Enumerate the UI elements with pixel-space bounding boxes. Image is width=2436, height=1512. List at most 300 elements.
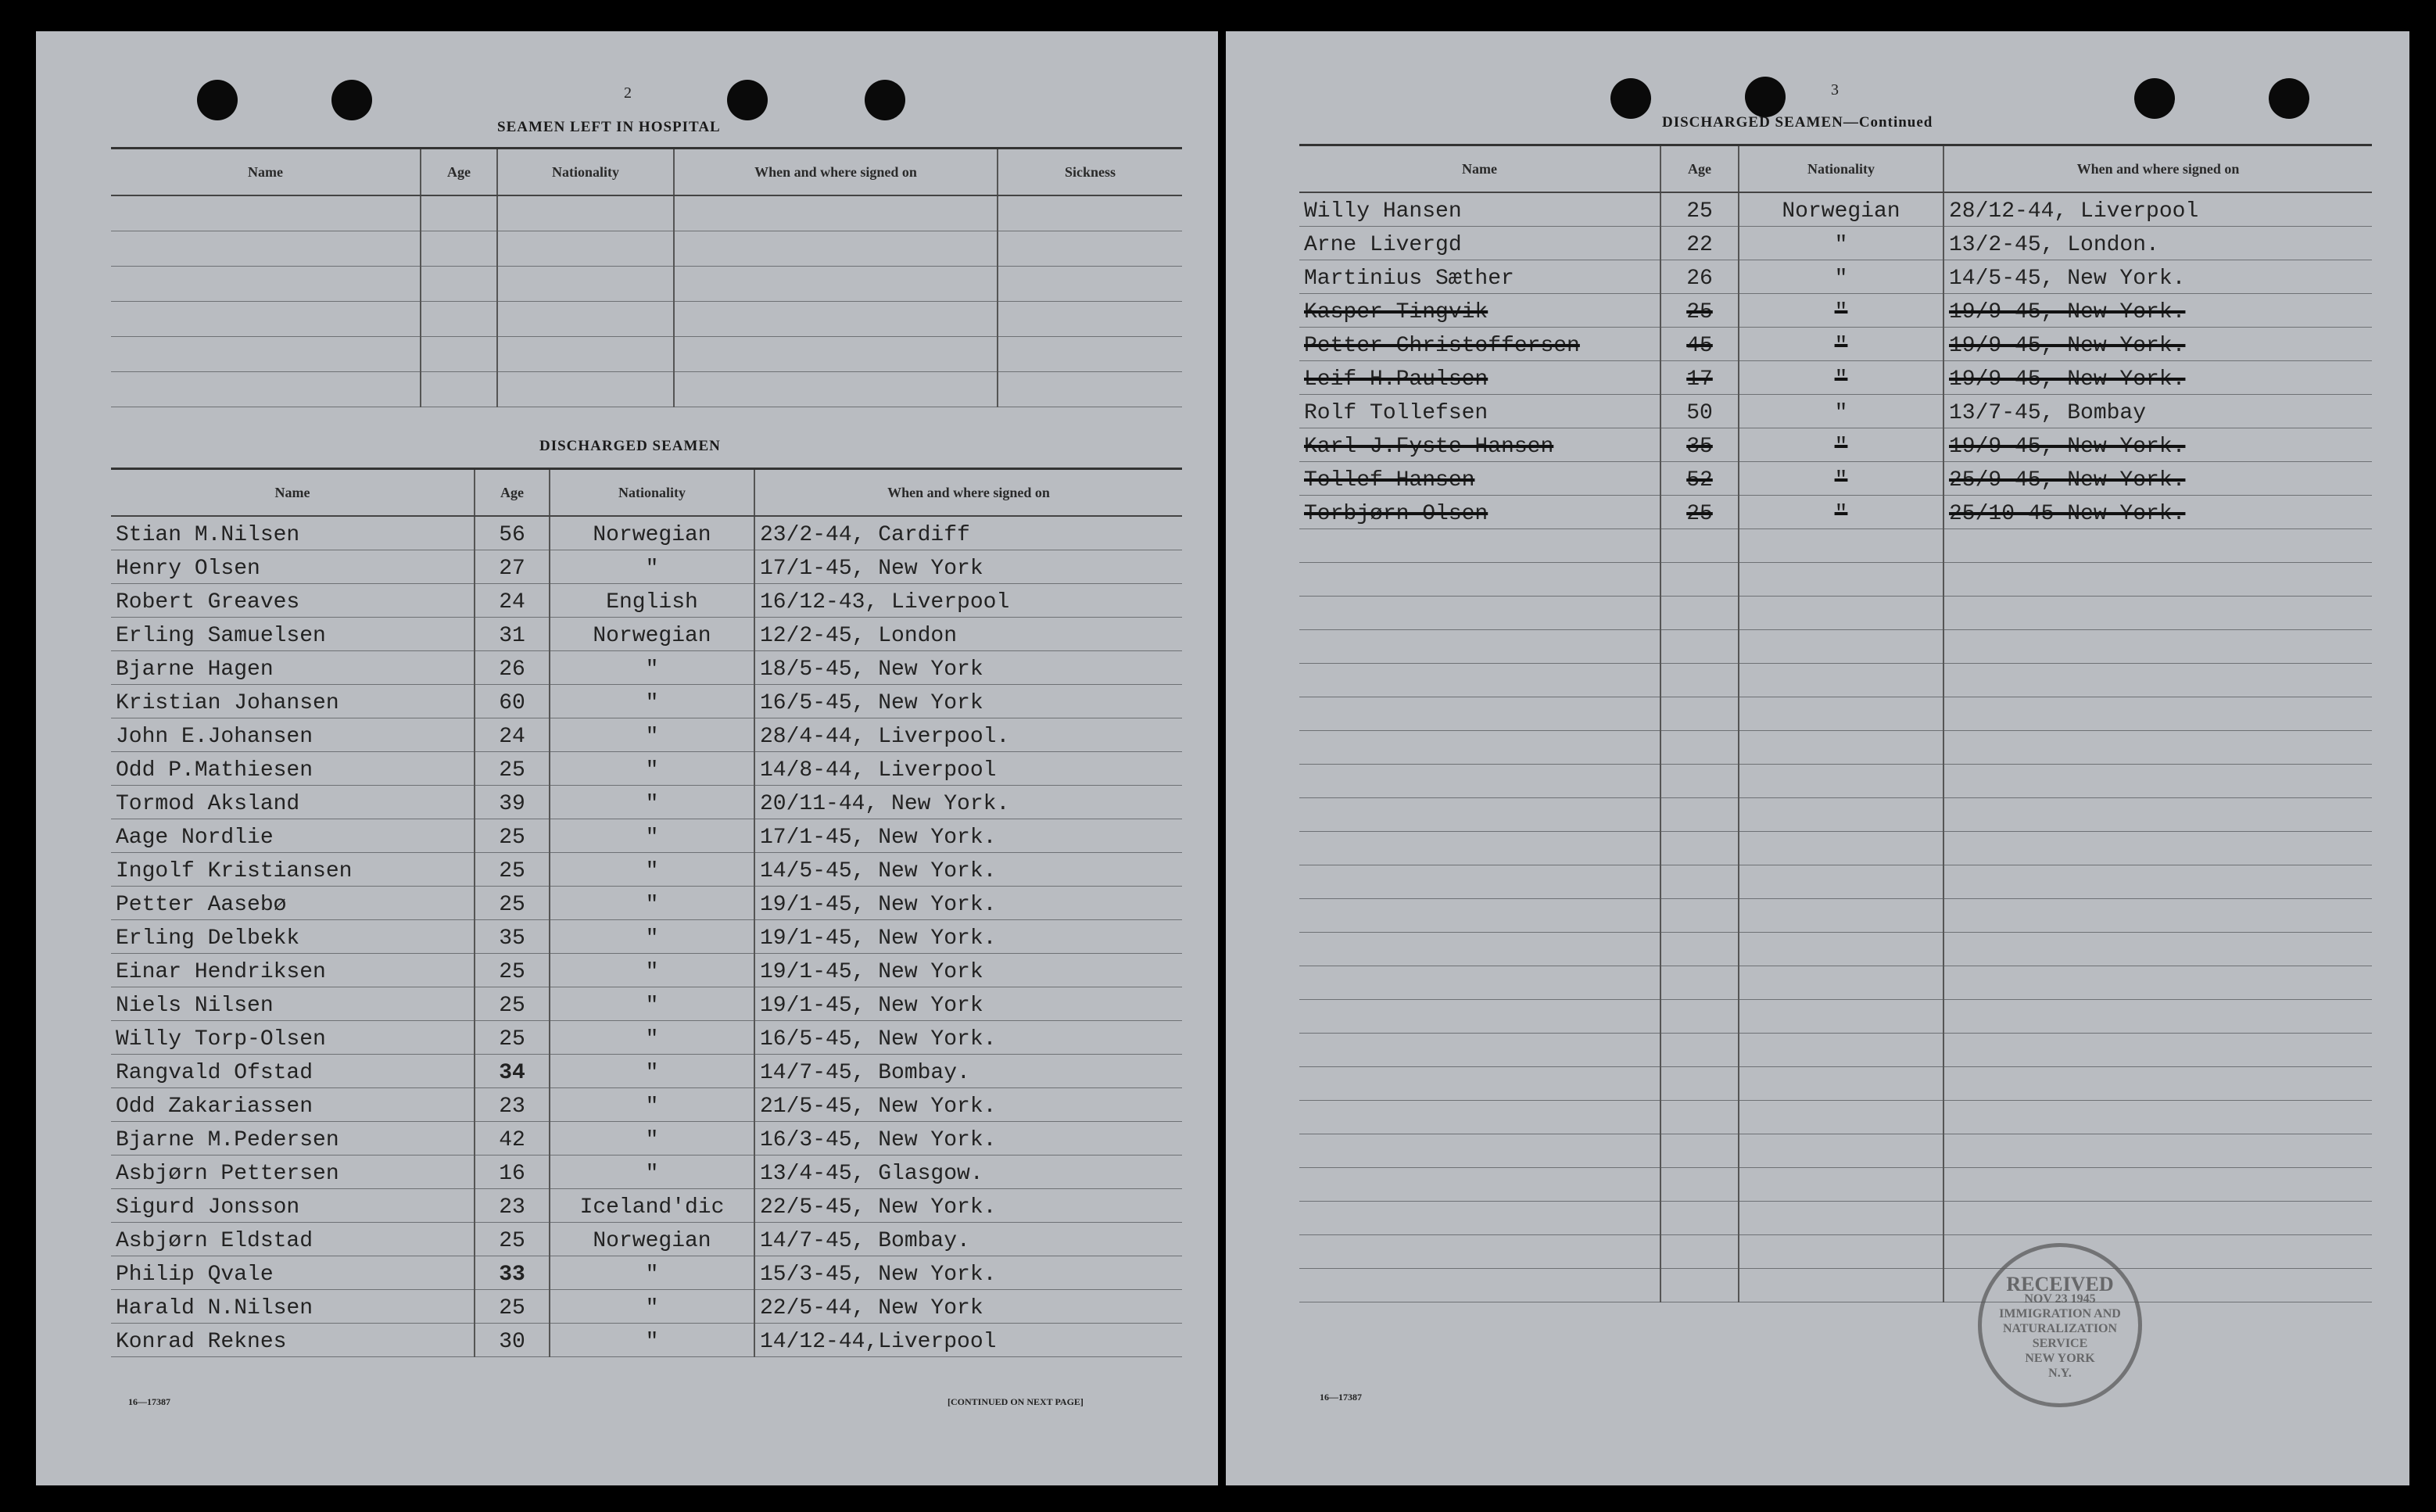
empty-cell (1660, 597, 1739, 630)
seaman-age: 52 (1660, 462, 1739, 496)
seaman-age: 25 (475, 853, 550, 887)
table-row (1299, 697, 2372, 731)
seaman-age: 25 (475, 1223, 550, 1256)
empty-cell (998, 302, 1182, 337)
signed-on: 17/1-45, New York (754, 550, 1182, 584)
empty-cell (421, 372, 497, 407)
seaman-nationality: " (1739, 294, 1943, 328)
signed-on: 19/9-45, New York. (1943, 294, 2372, 328)
empty-cell (1660, 529, 1739, 563)
empty-cell (1299, 1134, 1660, 1168)
continued-note: [CONTINUED ON NEXT PAGE] (948, 1396, 1084, 1407)
stamp-received: RECEIVED (2006, 1273, 2114, 1295)
table-row (111, 1055, 1182, 1088)
table-row (1299, 765, 2372, 798)
table-row (111, 1223, 1182, 1256)
empty-cell (497, 372, 674, 407)
empty-cell (1299, 1034, 1660, 1067)
punch-hole (865, 80, 905, 120)
empty-cell (1299, 1101, 1660, 1134)
table-row (111, 987, 1182, 1021)
table-row (111, 651, 1182, 685)
empty-cell (421, 267, 497, 302)
seaman-name: Einar Hendriksen (111, 954, 475, 987)
seaman-nationality: " (550, 819, 754, 853)
table-row (111, 718, 1182, 752)
seaman-nationality: " (550, 1021, 754, 1055)
seaman-age: 24 (475, 584, 550, 618)
stamp-city: NEW YORK (2025, 1352, 2095, 1365)
empty-cell (1299, 697, 1660, 731)
signed-on: 19/1-45, New York. (754, 887, 1182, 920)
empty-cell (497, 231, 674, 267)
empty-cell (1660, 1000, 1739, 1034)
signed-on: 16/5-45, New York (754, 685, 1182, 718)
empty-cell (1739, 1134, 1943, 1168)
signed-on: 21/5-45, New York. (754, 1088, 1182, 1122)
empty-cell (1299, 1235, 1660, 1269)
empty-cell (421, 231, 497, 267)
table-row (1299, 1202, 2372, 1235)
signed-on: 25/9-45, New York. (1943, 462, 2372, 496)
seaman-nationality: " (1739, 361, 1943, 395)
empty-cell (1660, 664, 1739, 697)
empty-cell (1943, 529, 2372, 563)
seaman-age: 25 (475, 1290, 550, 1324)
table-row (1299, 1168, 2372, 1202)
seaman-nationality: " (550, 1155, 754, 1189)
right-section-title: DISCHARGED SEAMEN—Continued (1662, 114, 1933, 131)
seaman-name: Odd P.Mathiesen (111, 752, 475, 786)
empty-cell (998, 267, 1182, 302)
seaman-nationality: Norwegian (550, 618, 754, 651)
empty-cell (1660, 966, 1739, 1000)
empty-cell (1660, 630, 1739, 664)
seaman-name: Konrad Reknes (111, 1324, 475, 1357)
seaman-name: Asbjørn Pettersen (111, 1155, 475, 1189)
seaman-name: Ingolf Kristiansen (111, 853, 475, 887)
received-stamp (1978, 1243, 2142, 1407)
empty-cell (1943, 731, 2372, 765)
table-row (1299, 664, 2372, 697)
seaman-name: Willy Torp-Olsen (111, 1021, 475, 1055)
table-row (1299, 328, 2372, 361)
signed-on: 22/5-45, New York. (754, 1189, 1182, 1223)
table-row (1299, 933, 2372, 966)
table-row (111, 887, 1182, 920)
seaman-name: Torbjørn Olsen (1299, 496, 1660, 529)
signed-on: 19/1-45, New York (754, 954, 1182, 987)
empty-cell (1660, 1067, 1739, 1101)
table-row (1299, 966, 2372, 1000)
empty-cell (1943, 697, 2372, 731)
table-row (1299, 428, 2372, 462)
seaman-nationality: Iceland'dic (550, 1189, 754, 1223)
empty-cell (1660, 1134, 1739, 1168)
empty-cell (1299, 798, 1660, 832)
column-header: When and where signed on (674, 149, 998, 196)
hospital-section-title: SEAMEN LEFT IN HOSPITAL (497, 119, 721, 135)
empty-cell (1943, 865, 2372, 899)
signed-on: 19/9-45, New York. (1943, 428, 2372, 462)
seaman-age: 26 (1660, 260, 1739, 294)
page-number: 3 (1831, 81, 1839, 99)
empty-cell (1299, 664, 1660, 697)
empty-cell (1739, 765, 1943, 798)
empty-cell (1739, 865, 1943, 899)
empty-cell (1299, 865, 1660, 899)
seaman-nationality: " (1739, 462, 1943, 496)
seaman-age: 35 (1660, 428, 1739, 462)
empty-cell (1660, 1034, 1739, 1067)
empty-cell (674, 372, 998, 407)
seaman-name: Rangvald Ofstad (111, 1055, 475, 1088)
empty-cell (1739, 731, 1943, 765)
seaman-age: 25 (475, 1021, 550, 1055)
seaman-age: 25 (475, 752, 550, 786)
column-header: When and where signed on (1943, 145, 2372, 193)
empty-cell (1299, 563, 1660, 597)
form-number: 16—17387 (1320, 1392, 1362, 1403)
empty-cell (497, 195, 674, 231)
table-row (1299, 227, 2372, 260)
seaman-age: 26 (475, 651, 550, 685)
empty-cell (111, 337, 421, 372)
signed-on: 13/7-45, Bombay (1943, 395, 2372, 428)
stamp-date: NOV 23 1945 (2024, 1292, 2096, 1306)
signed-on: 15/3-45, New York. (754, 1256, 1182, 1290)
empty-cell (1943, 664, 2372, 697)
empty-cell (1299, 1067, 1660, 1101)
seaman-name: Kristian Johansen (111, 685, 475, 718)
signed-on: 14/5-45, New York. (1943, 260, 2372, 294)
empty-cell (421, 337, 497, 372)
seaman-nationality: " (550, 887, 754, 920)
empty-cell (1660, 563, 1739, 597)
empty-cell (1943, 1134, 2372, 1168)
empty-cell (1739, 630, 1943, 664)
seaman-age: 33 (475, 1256, 550, 1290)
empty-cell (1739, 1269, 1943, 1302)
table-row (111, 618, 1182, 651)
seaman-nationality: Norwegian (550, 516, 754, 550)
empty-cell (1739, 933, 1943, 966)
seaman-name: Niels Nilsen (111, 987, 475, 1021)
column-header: Nationality (1739, 145, 1943, 193)
table-row (111, 231, 1182, 267)
empty-cell (1943, 1168, 2372, 1202)
empty-cell (1660, 765, 1739, 798)
seaman-age: 56 (475, 516, 550, 550)
empty-cell (1943, 1101, 2372, 1134)
seaman-age: 35 (475, 920, 550, 954)
table-row (1299, 1269, 2372, 1302)
seaman-name: Karl J.Fyste Hansen (1299, 428, 1660, 462)
signed-on: 14/5-45, New York. (754, 853, 1182, 887)
empty-cell (1943, 630, 2372, 664)
signed-on: 16/3-45, New York. (754, 1122, 1182, 1155)
empty-cell (1660, 1235, 1739, 1269)
empty-cell (674, 231, 998, 267)
seaman-nationality: " (1739, 395, 1943, 428)
discharged-table-right (1299, 144, 2372, 1302)
table-row (1299, 496, 2372, 529)
table-row (1299, 731, 2372, 765)
empty-cell (1943, 1034, 2372, 1067)
table-row (1299, 1101, 2372, 1134)
table-row (111, 372, 1182, 407)
seaman-nationality: " (550, 920, 754, 954)
seaman-nationality: " (550, 685, 754, 718)
empty-cell (1299, 529, 1660, 563)
table-row (1299, 361, 2372, 395)
page-number: 2 (624, 84, 632, 102)
table-row (111, 685, 1182, 718)
seaman-name: Kasper Tingvik (1299, 294, 1660, 328)
punch-hole (197, 80, 238, 120)
seaman-age: 50 (1660, 395, 1739, 428)
discharged-table-left (111, 468, 1182, 1357)
seaman-nationality: " (550, 718, 754, 752)
seaman-name: Bjarne M.Pedersen (111, 1122, 475, 1155)
table-row (1299, 1067, 2372, 1101)
empty-cell (1299, 1000, 1660, 1034)
table-row (111, 267, 1182, 302)
table-row (111, 786, 1182, 819)
empty-cell (1739, 597, 1943, 630)
empty-cell (998, 372, 1182, 407)
empty-cell (1299, 899, 1660, 933)
signed-on: 13/4-45, Glasgow. (754, 1155, 1182, 1189)
table-row (1299, 1000, 2372, 1034)
table-row (111, 516, 1182, 550)
form-number: 16—17387 (128, 1396, 170, 1407)
signed-on: 20/11-44, New York. (754, 786, 1182, 819)
seaman-name: Arne Livergd (1299, 227, 1660, 260)
table-row (1299, 865, 2372, 899)
column-header: Name (111, 149, 421, 196)
seaman-age: 60 (475, 685, 550, 718)
seaman-age: 23 (475, 1189, 550, 1223)
column-header: Age (475, 469, 550, 517)
table-row (1299, 899, 2372, 933)
seaman-nationality: " (550, 1324, 754, 1357)
table-row (1299, 462, 2372, 496)
punch-hole (331, 80, 372, 120)
seaman-nationality: " (550, 1055, 754, 1088)
empty-cell (111, 231, 421, 267)
table-row (111, 584, 1182, 618)
empty-cell (1739, 1168, 1943, 1202)
seaman-nationality: " (550, 954, 754, 987)
seaman-name: Rolf Tollefsen (1299, 395, 1660, 428)
empty-cell (1739, 1067, 1943, 1101)
seaman-nationality: " (550, 1290, 754, 1324)
table-row (111, 337, 1182, 372)
empty-cell (1943, 1067, 2372, 1101)
empty-cell (1299, 630, 1660, 664)
seaman-nationality: " (550, 1088, 754, 1122)
signed-on: 12/2-45, London (754, 618, 1182, 651)
stamp-agency: IMMIGRATION AND NATURALIZATION SERVICE (1999, 1307, 2121, 1350)
seaman-age: 22 (1660, 227, 1739, 260)
column-header: When and where signed on (754, 469, 1182, 517)
punch-hole (2269, 78, 2309, 119)
table-row (111, 819, 1182, 853)
table-row (111, 954, 1182, 987)
empty-cell (1739, 1235, 1943, 1269)
table-row (111, 853, 1182, 887)
empty-cell (1660, 731, 1739, 765)
table-row (111, 195, 1182, 231)
empty-cell (1660, 1202, 1739, 1235)
empty-cell (1739, 1034, 1943, 1067)
empty-cell (1739, 1202, 1943, 1235)
empty-cell (111, 302, 421, 337)
seaman-age: 25 (1660, 496, 1739, 529)
table-row (1299, 1134, 2372, 1168)
signed-on: 14/7-45, Bombay. (754, 1055, 1182, 1088)
table-row (1299, 192, 2372, 227)
empty-cell (674, 195, 998, 231)
empty-cell (1660, 1168, 1739, 1202)
right-page (1226, 31, 2409, 1485)
seaman-age: 24 (475, 718, 550, 752)
seaman-nationality: " (550, 752, 754, 786)
seaman-name: Harald N.Nilsen (111, 1290, 475, 1324)
seaman-age: 31 (475, 618, 550, 651)
seaman-age: 25 (475, 954, 550, 987)
empty-cell (497, 337, 674, 372)
empty-cell (1660, 798, 1739, 832)
table-row (1299, 798, 2372, 832)
empty-cell (1299, 1168, 1660, 1202)
empty-cell (1739, 1101, 1943, 1134)
empty-cell (111, 267, 421, 302)
empty-cell (1660, 899, 1739, 933)
empty-cell (1660, 865, 1739, 899)
empty-cell (1739, 529, 1943, 563)
left-page (36, 31, 1218, 1485)
column-header: Age (421, 149, 497, 196)
table-row (111, 752, 1182, 786)
table-row (1299, 832, 2372, 865)
seaman-nationality: " (550, 786, 754, 819)
seaman-name: Willy Hansen (1299, 192, 1660, 227)
seaman-name: Henry Olsen (111, 550, 475, 584)
seaman-name: Aage Nordlie (111, 819, 475, 853)
seaman-age: 42 (475, 1122, 550, 1155)
empty-cell (1299, 1202, 1660, 1235)
table-row (111, 1290, 1182, 1324)
seaman-age: 25 (475, 887, 550, 920)
empty-cell (1660, 1101, 1739, 1134)
seaman-name: Sigurd Jonsson (111, 1189, 475, 1223)
table-row (111, 1189, 1182, 1223)
seaman-nationality: " (550, 987, 754, 1021)
empty-cell (1299, 1269, 1660, 1302)
seaman-name: Petter Aasebø (111, 887, 475, 920)
empty-cell (1660, 832, 1739, 865)
seaman-name: Erling Samuelsen (111, 618, 475, 651)
signed-on: 19/9-45, New York. (1943, 361, 2372, 395)
signed-on: 14/7-45, Bombay. (754, 1223, 1182, 1256)
signed-on: 19/1-45, New York (754, 987, 1182, 1021)
empty-cell (1739, 798, 1943, 832)
empty-cell (1739, 563, 1943, 597)
empty-cell (674, 337, 998, 372)
table-row (111, 920, 1182, 954)
table-row (111, 1256, 1182, 1290)
empty-cell (674, 267, 998, 302)
seaman-name: Erling Delbekk (111, 920, 475, 954)
seaman-age: 17 (1660, 361, 1739, 395)
empty-cell (1943, 1000, 2372, 1034)
empty-cell (998, 195, 1182, 231)
seaman-age: 16 (475, 1155, 550, 1189)
seaman-nationality: " (550, 550, 754, 584)
seaman-nationality: " (1739, 260, 1943, 294)
empty-cell (998, 337, 1182, 372)
table-row (1299, 563, 2372, 597)
seaman-name: Leif H.Paulsen (1299, 361, 1660, 395)
table-row (111, 1122, 1182, 1155)
column-header: Sickness (998, 149, 1182, 196)
seaman-age: 30 (475, 1324, 550, 1357)
empty-cell (111, 195, 421, 231)
empty-cell (421, 195, 497, 231)
seaman-nationality: " (550, 651, 754, 685)
hospital-table (111, 147, 1182, 407)
signed-on: 13/2-45, London. (1943, 227, 2372, 260)
empty-cell (1660, 697, 1739, 731)
empty-cell (111, 372, 421, 407)
signed-on: 14/8-44, Liverpool (754, 752, 1182, 786)
empty-cell (1739, 899, 1943, 933)
seaman-age: 27 (475, 550, 550, 584)
column-header: Name (1299, 145, 1660, 193)
empty-cell (1299, 765, 1660, 798)
seaman-name: Bjarne Hagen (111, 651, 475, 685)
signed-on: 16/12-43, Liverpool (754, 584, 1182, 618)
empty-cell (1943, 597, 2372, 630)
empty-cell (1739, 966, 1943, 1000)
seaman-nationality: " (1739, 227, 1943, 260)
empty-cell (1739, 664, 1943, 697)
seaman-name: Petter Christoffersen (1299, 328, 1660, 361)
table-row (1299, 1034, 2372, 1067)
seaman-age: 23 (475, 1088, 550, 1122)
table-row (1299, 597, 2372, 630)
seaman-age: 45 (1660, 328, 1739, 361)
table-row (111, 1021, 1182, 1055)
table-row (1299, 294, 2372, 328)
empty-cell (998, 231, 1182, 267)
seaman-nationality: " (550, 1256, 754, 1290)
empty-cell (1943, 899, 2372, 933)
seaman-name: John E.Johansen (111, 718, 475, 752)
discharged-section-title: DISCHARGED SEAMEN (539, 438, 721, 454)
signed-on: 14/12-44,Liverpool (754, 1324, 1182, 1357)
table-row (111, 1088, 1182, 1122)
empty-cell (1943, 933, 2372, 966)
empty-cell (1739, 1000, 1943, 1034)
empty-cell (1299, 832, 1660, 865)
signed-on: 22/5-44, New York (754, 1290, 1182, 1324)
signed-on: 23/2-44, Cardiff (754, 516, 1182, 550)
seaman-age: 34 (475, 1055, 550, 1088)
table-row (111, 1155, 1182, 1189)
